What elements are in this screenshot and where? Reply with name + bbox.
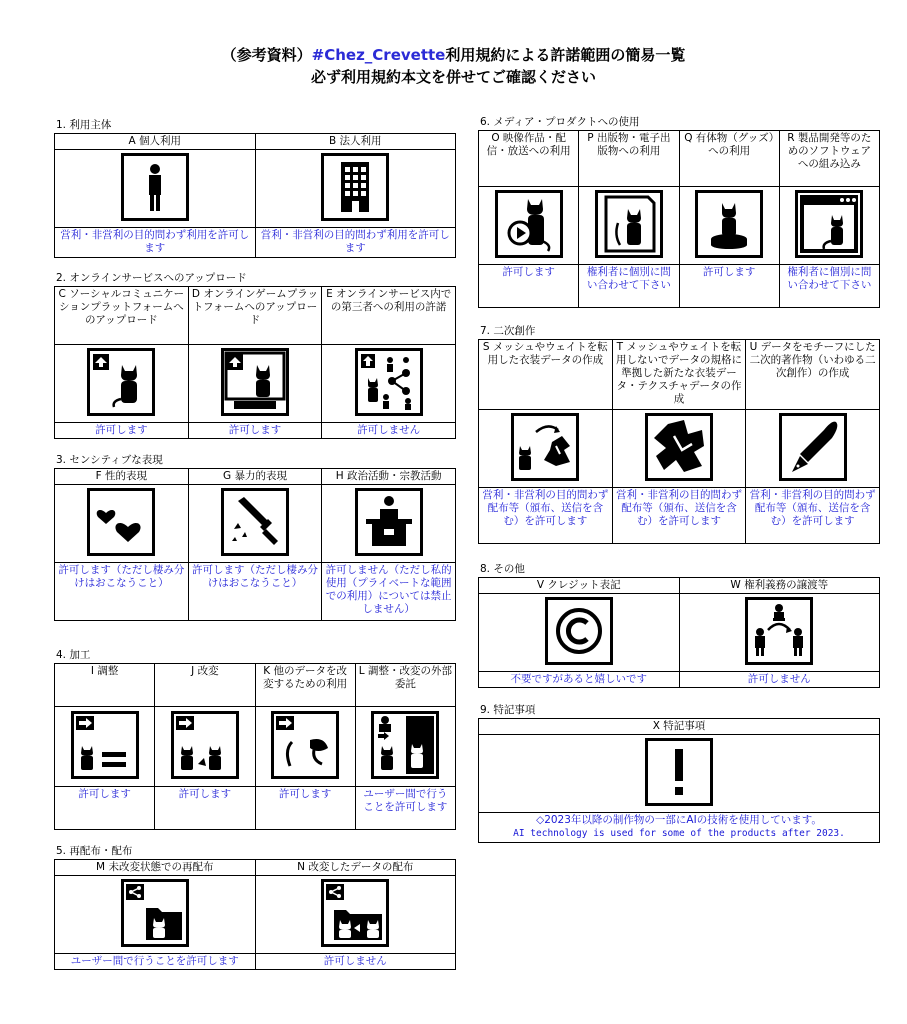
header-costume-reuse: S メッシュやウェイトを転用した衣装データの作成 [479,340,613,410]
section-table [54,859,456,970]
header-individual: A 個人利用 [55,134,256,150]
title-subtitle: 必ず利用規約本文を併せてご確認ください [310,68,596,86]
section-other [478,561,880,688]
result-costume-reuse: 営利・非営利の目的問わず配布等（頒布、送信を含む）を許可します [479,488,613,544]
section-label: 1. 利用主体 [56,119,112,131]
special-notes-text [479,813,880,843]
section-label: 2. オンラインサービスへのアップロード [56,272,247,284]
section-redistribution [54,843,456,970]
header-new-costume: T メッシュやウェイトを転用しないでデータの規格に準拠した新たな衣装データ・テクスチャデータの作成 [612,340,746,410]
header-fan-work: U データをモチーフにした二次的著作物（いわゆる二次創作）の作成 [746,340,880,410]
note-english: AI technology is used for some of the products after 2023. [513,828,845,839]
section-table [478,130,880,308]
section-table [54,468,456,621]
book-icon [595,190,663,258]
header-modify-other: K 他のデータを改変するための利用 [255,664,355,707]
result-modify: 許可します [155,787,255,830]
section-label: 7. 二次創作 [480,325,536,337]
software-icon [795,190,863,258]
note-japanese: ◇2023年以降の制作物の一部にAIの技術を使用しています。 [536,814,822,826]
header-outsource: L 調整・改変の外部委託 [355,664,455,707]
copyright-icon [545,597,613,665]
section-table [478,577,880,688]
header-software: R 製品開発等のためのソフトウェアへの組み込み [779,131,879,187]
result-distribute-modified: 許可しません [255,954,456,970]
header-goods: Q 有体物（グッズ）への利用 [679,131,779,187]
result-software: 権利者に個別に問い合わせて下さい [779,265,879,308]
new-costume-icon [645,413,713,481]
result-fan-work: 営利・非営利の目的問わず配布等（頒布、送信を含む）を許可します [746,488,880,544]
share-folder-icon [121,879,189,947]
header-sexual: F 性的表現 [55,469,189,485]
result-political-religious: 許可しません（ただし私的使用（プライベートな範囲での利用）については禁止しません） [322,563,456,621]
hearts-icon [87,488,155,556]
section-table [54,286,456,439]
result-corporate: 営利・非営利の目的問わず利用を許可します [255,228,456,258]
header-redistribute-unmodified: M 未改変状態での再配布 [55,860,256,876]
section-label: 8. その他 [480,563,525,575]
header-adjust: I 調整 [55,664,155,707]
section-media-product [478,114,880,308]
header-credit: V クレジット表記 [479,578,680,594]
building-icon [321,153,389,221]
header-violent: G 暴力的表現 [188,469,322,485]
knife-icon [221,488,289,556]
modify-icon [171,711,239,779]
result-game-upload: 許可します [188,423,322,439]
upload-cat-icon [87,348,155,416]
figure-icon [695,190,763,258]
page-title [0,44,907,88]
result-redistribute-unmodified: ユーザー間で行うことを許可します [55,954,256,970]
header-corporate: B 法人利用 [255,134,456,150]
result-new-costume: 営利・非営利の目的問わず配布等（頒布、送信を含む）を許可します [612,488,746,544]
result-goods: 許可します [679,265,779,308]
section-table [54,663,456,830]
result-adjust: 許可します [55,787,155,830]
share-users-icon [355,348,423,416]
section-special-notes [478,702,880,843]
costume-icon [511,413,579,481]
result-third-party-license: 許可しません [322,423,456,439]
section-usage-subject [54,117,456,258]
header-publication: P 出版物・電子出版物への利用 [579,131,679,187]
person-icon [121,153,189,221]
header-rights-transfer: W 権利義務の譲渡等 [679,578,880,594]
podium-icon [355,488,423,556]
result-modify-other: 許可します [255,787,355,830]
result-individual: 営利・非営利の目的問わず利用を許可します [55,228,256,258]
share-modified-icon [321,879,389,947]
section-table [478,339,880,544]
section-table [478,718,880,843]
result-sexual: 許可します（ただし棲み分けはおこなうこと） [55,563,189,621]
section-label: 4. 加工 [56,649,91,661]
video-icon [495,190,563,258]
exclamation-icon [645,738,713,806]
header-special-notes: X 特記事項 [479,719,880,735]
result-credit: 不要ですがあると嬉しいです [479,672,680,688]
section-label: 3. センシティブな表現 [56,454,163,466]
transfer-icon [745,597,813,665]
result-violent: 許可します（ただし棲み分けはおこなうこと） [188,563,322,621]
header-game-upload: D オンラインゲームプラットフォームへのアップロード [188,287,322,345]
header-video: O 映像作品・配信・放送への利用 [479,131,579,187]
result-social-upload: 許可します [55,423,189,439]
header-political-religious: H 政治活動・宗教活動 [322,469,456,485]
result-publication: 権利者に個別に問い合わせて下さい [579,265,679,308]
section-derivative-works [478,323,880,544]
adjust-icon [71,711,139,779]
result-video: 許可します [479,265,579,308]
header-social-upload: C ソーシャルコミュニケーションプラットフォームへのアップロード [55,287,189,345]
header-modify: J 改変 [155,664,255,707]
result-rights-transfer: 許可しません [679,672,880,688]
section-label: 9. 特記事項 [480,704,536,716]
upload-monitor-icon [221,348,289,416]
section-processing [54,647,456,830]
modify-other-icon [271,711,339,779]
hashtag-link[interactable]: #Chez_Crevette [311,46,446,64]
section-label: 6. メディア・プロダクトへの使用 [480,116,640,128]
pen-icon [779,413,847,481]
section-online-upload [54,270,456,439]
section-sensitive [54,452,456,621]
result-outsource: ユーザー間で行うことを許可します [355,787,455,830]
title-prefix: （参考資料） [221,46,312,64]
section-table [54,133,456,258]
header-distribute-modified: N 改変したデータの配布 [255,860,456,876]
outsource-icon [371,711,439,779]
header-third-party-license: E オンラインサービス内での第三者への利用の許諾 [322,287,456,345]
section-label: 5. 再配布・配布 [56,845,133,857]
title-suffix: 利用規約による許諾範囲の簡易一覧 [445,46,686,64]
